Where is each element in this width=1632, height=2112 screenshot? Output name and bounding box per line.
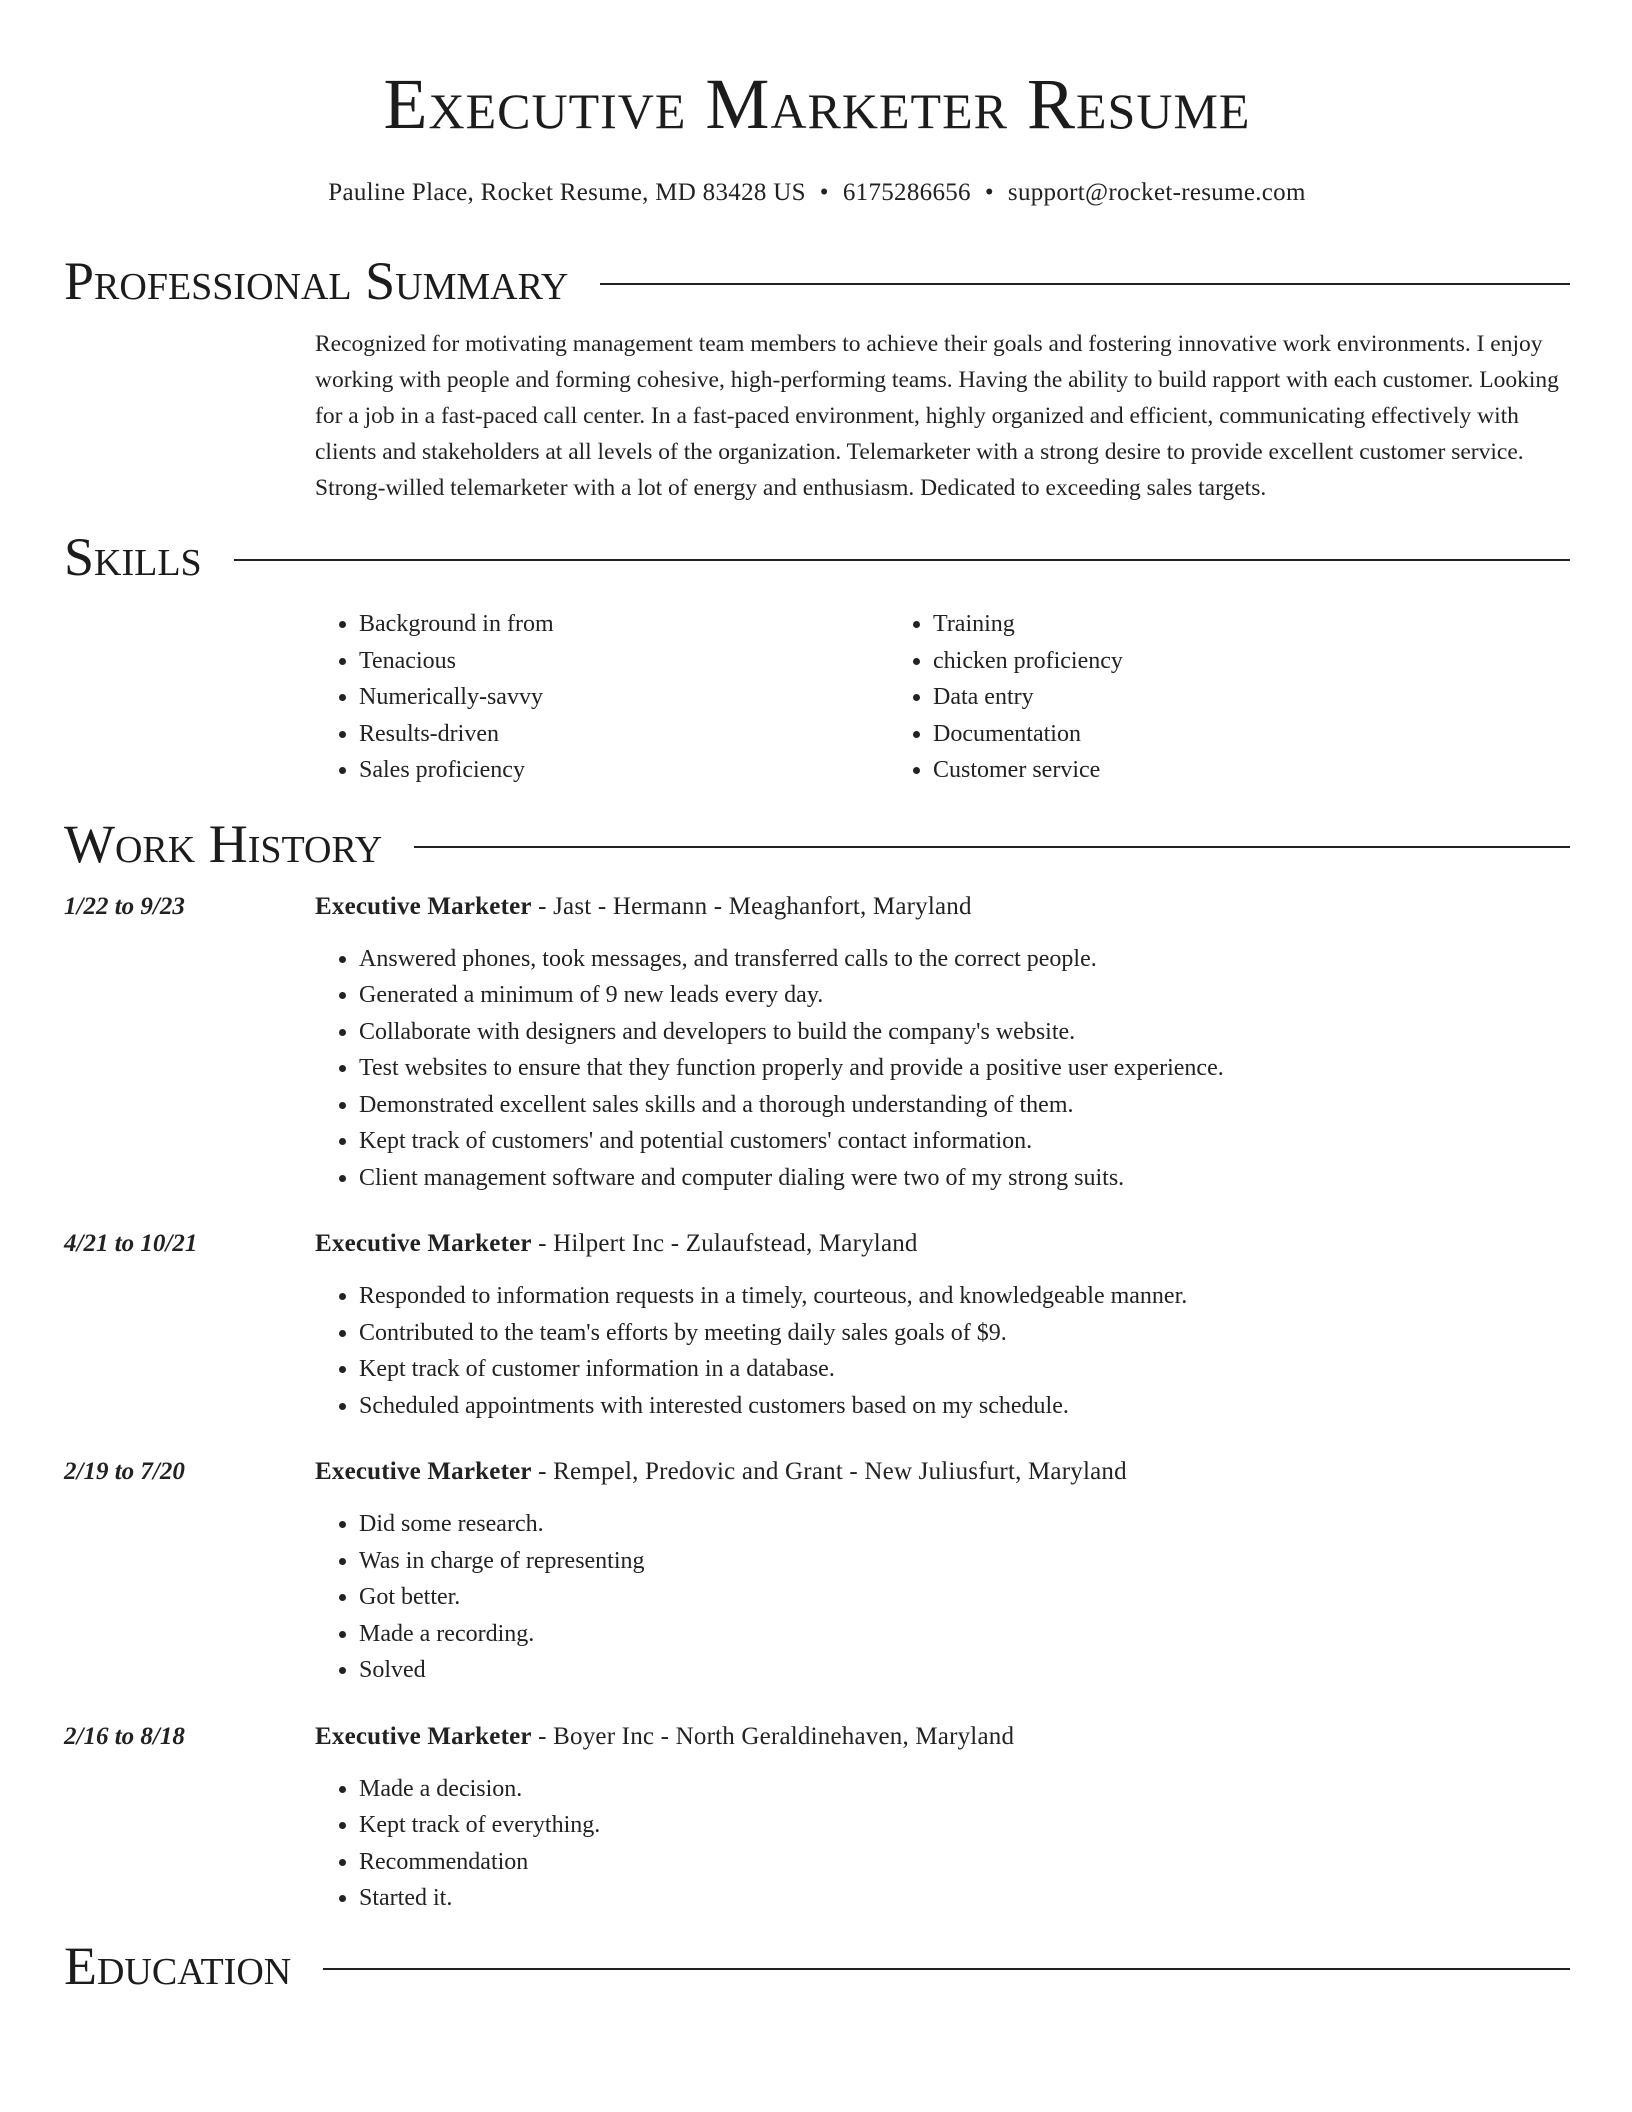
job-bullet: • Contributed to the team's efforts by meeting daily sales goals of $9.: [359, 1315, 1570, 1352]
job-bullets: [315, 1506, 1570, 1689]
section-heading: Work History: [64, 813, 383, 874]
resume-title: Executive Marketer Resume: [383, 64, 1251, 144]
job-bullet: • Generated a minimum of 9 new leads every day.: [359, 977, 1570, 1014]
job-dates: 2/19 to 7/20: [64, 1458, 185, 1485]
job-dates: 2/16 to 8/18: [64, 1722, 185, 1750]
job-company-location: - Hilpert Inc - Zulaufstead, Maryland: [531, 1230, 918, 1257]
skill-item: • Tenacious: [359, 643, 889, 680]
section-divider: [234, 559, 1570, 561]
skill-item: • Customer service: [933, 752, 1463, 789]
job-bullets: [315, 941, 1570, 1197]
job-bullet: • Made a decision.: [359, 1771, 1570, 1808]
job-bullet: • Started it.: [359, 1880, 1570, 1917]
job-company-location: - Rempel, Predovic and Grant - New Juliusfurt, Maryland: [531, 1458, 1127, 1485]
job-company-location: - Boyer Inc - North Geraldinehaven, Maryland: [531, 1722, 1015, 1750]
section-professional-summary-header: [64, 246, 1570, 316]
job-entry: [64, 1226, 1570, 1424]
job-bullet: • Scheduled appointments with interested customers based on my schedule.: [359, 1388, 1570, 1425]
job-title-line: [315, 1719, 1570, 1755]
skills-column-right: [889, 606, 1463, 789]
job-title: Executive Marketer: [315, 892, 532, 920]
job-body: [315, 1226, 1570, 1424]
bullet-separator: •: [819, 179, 829, 206]
section-heading: Education: [64, 1935, 292, 1996]
section-skills-header: [64, 522, 1570, 592]
job-bullet: • Kept track of customer information in a database.: [359, 1351, 1570, 1388]
job-title-line: [315, 1454, 1570, 1490]
job-bullet: • Was in charge of representing: [359, 1543, 1570, 1580]
job-entry: [64, 1454, 1570, 1689]
job-bullet: • Collaborate with designers and developers to build the company's website.: [359, 1014, 1570, 1051]
skill-item: • Training: [933, 606, 1463, 643]
job-body: [315, 1454, 1570, 1689]
job-bullet: • Test websites to ensure that they function properly and provide a positive user experience.: [359, 1050, 1570, 1087]
job-bullet: • Kept track of customers' and potential customers' contact information.: [359, 1123, 1570, 1160]
skill-item: • Numerically-savvy: [359, 679, 889, 716]
job-company-location: - Jast - Hermann - Meaghanfort, Maryland: [531, 892, 972, 920]
job-body: [315, 1719, 1570, 1917]
skills-list: [315, 606, 1570, 789]
job-bullets: [315, 1278, 1570, 1424]
contact-line: [64, 176, 1570, 210]
job-bullet: • Client management software and computer dialing were two of my strong suits.: [359, 1160, 1570, 1197]
job-bullet: • Kept track of everything.: [359, 1807, 1570, 1844]
contact-address: Pauline Place, Rocket Resume, MD 83428 US: [328, 179, 806, 206]
job-title: Executive Marketer: [315, 1722, 532, 1750]
section-divider: [600, 283, 1570, 285]
section-heading: Professional Summary: [64, 251, 569, 311]
bullet-separator: •: [984, 179, 994, 206]
job-bullet: • Got better.: [359, 1579, 1570, 1616]
job-bullet: • Demonstrated excellent sales skills and a thorough understanding of them.: [359, 1087, 1570, 1124]
section-heading: Skills: [64, 527, 202, 587]
job-title: Executive Marketer: [315, 1458, 532, 1485]
job-bullet: • Answered phones, took messages, and transferred calls to the correct people.: [359, 941, 1570, 978]
skill-item: • Results-driven: [359, 716, 889, 753]
job-title: Executive Marketer: [315, 1230, 532, 1257]
skills-column-left: [315, 606, 889, 789]
section-education-header: [64, 1931, 1570, 2001]
skill-item: • Documentation: [933, 716, 1463, 753]
skill-item: • Data entry: [933, 679, 1463, 716]
skill-item: • Sales proficiency: [359, 752, 889, 789]
job-dates: 4/21 to 10/21: [64, 1230, 198, 1257]
skill-item: • Background in from: [359, 606, 889, 643]
job-title-line: [315, 1226, 1570, 1262]
section-divider: [414, 846, 1570, 848]
skill-item: • chicken proficiency: [933, 643, 1463, 680]
job-entry: [64, 1719, 1570, 1917]
job-entry: [64, 889, 1570, 1197]
job-bullet: • Responded to information requests in a timely, courteous, and knowledgeable manner.: [359, 1278, 1570, 1315]
job-body: [315, 889, 1570, 1197]
summary-text: Recognized for motivating management team members to achieve their goals and fostering innovative work environments. I enjoy working with people and forming cohesive, high-performing teams. Having the ability to build rapport with each customer. Looking for a job in a fast-paced call center. In a fast-paced environment, highly organized and efficient, communicating effectively with clients and stakeholders at all levels of the organization. Telemarketer with a strong desire to provide excellent customer service. Strong-willed telemarketer with a lot of energy and enthusiasm. Dedicated to exceeding sales targets.: [315, 331, 1559, 501]
contact-email: support@rocket-resume.com: [1007, 179, 1306, 206]
job-dates: 1/22 to 9/23: [64, 892, 185, 920]
section-divider: [323, 1968, 1570, 1970]
job-bullet: • Did some research.: [359, 1506, 1570, 1543]
job-bullet: • Recommendation: [359, 1844, 1570, 1881]
section-work-history-header: [64, 809, 1570, 879]
job-title-line: [315, 889, 1570, 925]
job-bullet: • Solved: [359, 1652, 1570, 1689]
contact-phone: 6175286656: [842, 179, 971, 206]
job-bullets: [315, 1771, 1570, 1917]
resume-page: [64, 0, 1570, 2001]
job-bullet: • Made a recording.: [359, 1616, 1570, 1653]
